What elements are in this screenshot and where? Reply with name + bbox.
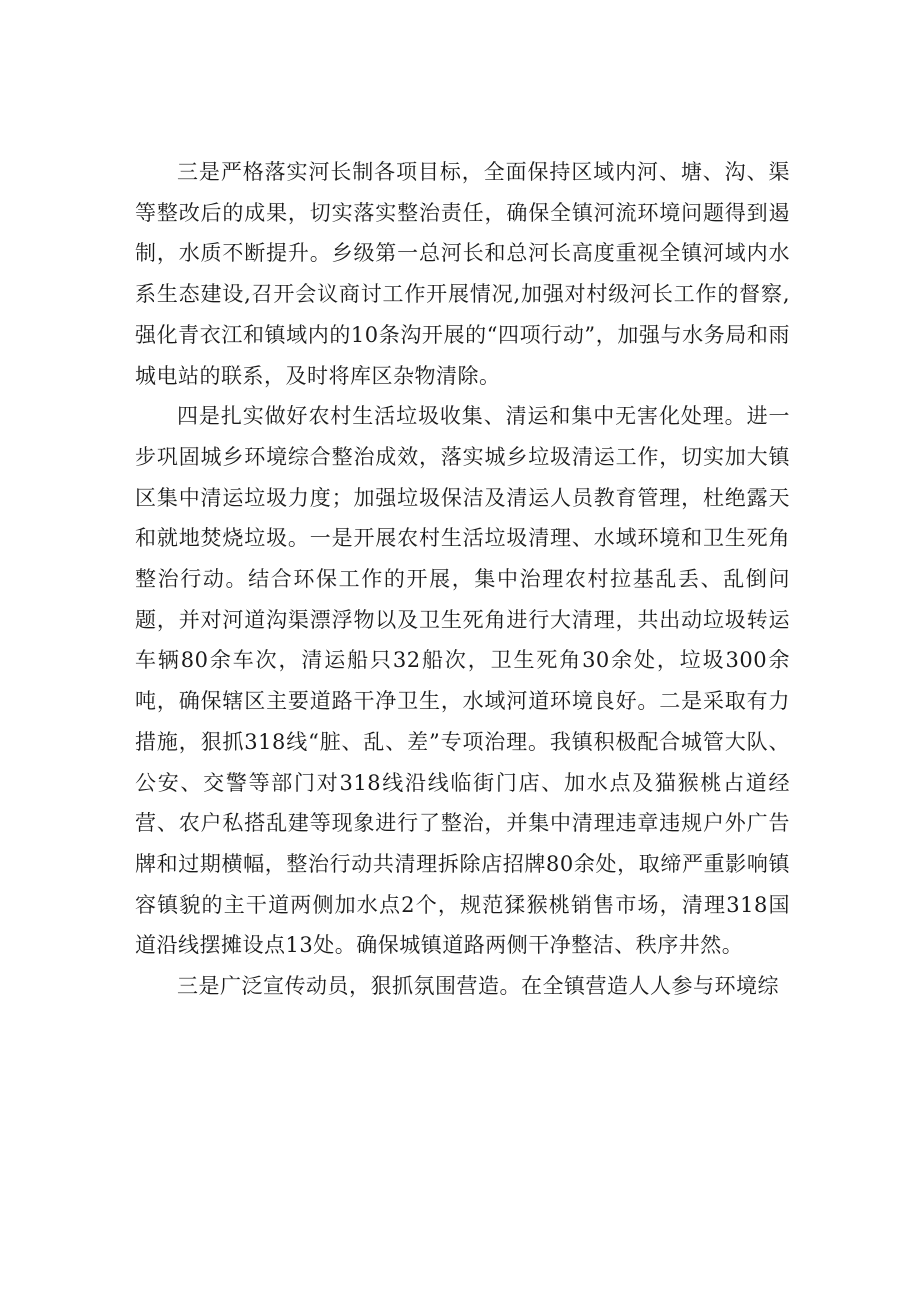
paragraph-river-chief: 三是严格落实河长制各项目标，全面保持区域内河、塘、沟、渠等整改后的成果，切实落实整治责任，确保全镇河流环境问题得到遏制，水质不断提升。乡级第一总河长和总河长高度重视全镇河域内水系生态建设,召开会议商讨工作开展情况,加强对村级河长工作的督察,强化青衣江和镇域内的10条沟开展的“四项行动”，加强与水务局和雨城电站的联系，及时将库区杂物清除。 xyxy=(135,160,790,388)
document-body xyxy=(135,152,790,1007)
paragraph-garbage-collection: 四是扎实做好农村生活垃圾收集、清运和集中无害化处理。进一步巩固城乡环境综合整治成效，落实城乡垃圾清运工作，切实加大镇区集中清运垃圾力度；加强垃圾保洁及清运人员教育管理，杜绝露天和就地焚烧垃圾。一是开展农村生活垃圾清理、水域环境和卫生死角整治行动。结合环保工作的开展，集中治理农村拉基乱丢、乱倒问题，并对河道沟渠漂浮物以及卫生死角进行大清理，共出动垃圾转运车辆80余车次，清运船只32船次，卫生死角30余处，垃圾300余吨，确保辖区主要道路干净卫生，水域河道环境良好。二是采取有力措施，狠抓318线“脏、乱、差”专项治理。我镇积极配合城管大队、公安、交警等部门对318线沿线临街门店、加水点及猫猴桃占道经营、农户私搭乱建等现象进行了整治，并集中清理违章违规户外广告牌和过期横幅，整治行动共清理拆除店招牌80余处，取缔严重影响镇容镇貌的主干道两侧加水点2个，规范猱猴桃销售市场，清理318国道沿线摆摊设点13处。确保城镇道路两侧干净整洁、秩序井然。 xyxy=(135,404,790,958)
paragraph-publicity: 三是广泛宣传动员，狠抓氛围营造。在全镇营造人人参与环境综 xyxy=(177,974,779,999)
